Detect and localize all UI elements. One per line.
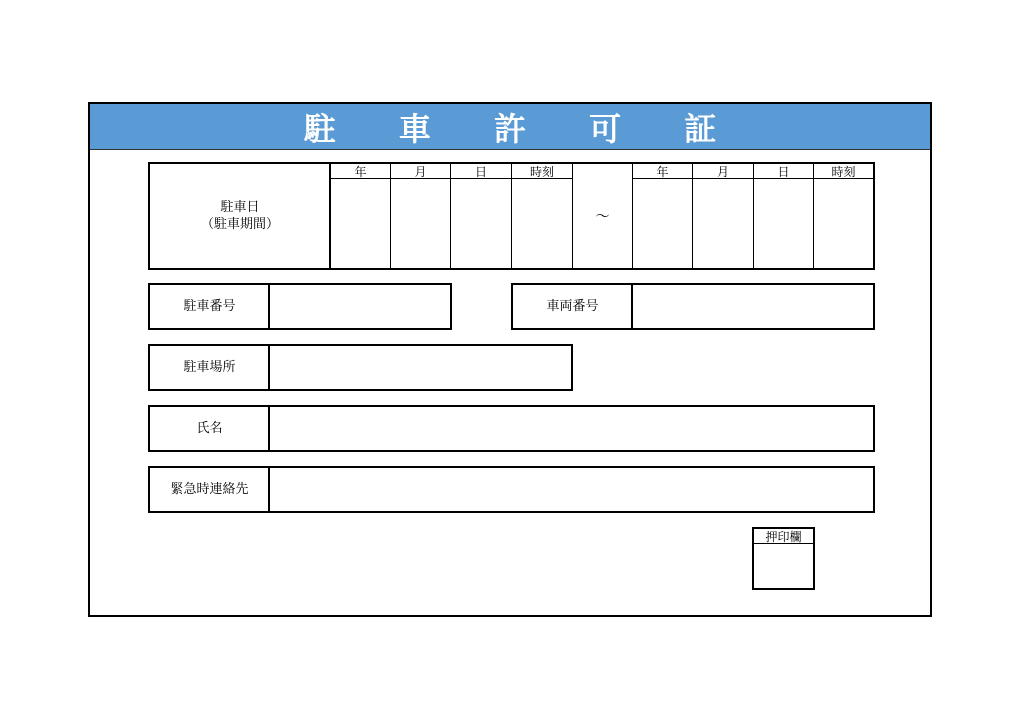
end-year-header: 年 bbox=[656, 164, 669, 179]
end-day-header: 日 bbox=[777, 164, 790, 179]
end-month-field[interactable] bbox=[693, 179, 753, 268]
start-year-field[interactable] bbox=[331, 179, 390, 268]
start-time-field[interactable] bbox=[512, 179, 572, 268]
parking-number-divider bbox=[268, 285, 270, 328]
vehicle-number-divider bbox=[631, 285, 633, 328]
start-day-header: 日 bbox=[474, 164, 487, 179]
period-separator: ～ bbox=[595, 209, 610, 225]
start-time-header: 時刻 bbox=[529, 164, 554, 179]
end-day-field[interactable] bbox=[754, 179, 813, 268]
start-year-header: 年 bbox=[354, 164, 367, 179]
parking-location-field[interactable] bbox=[271, 346, 571, 389]
start-day-field[interactable] bbox=[451, 179, 511, 268]
stamp-label: 押印欄 bbox=[765, 529, 802, 544]
name-label: 氏名 bbox=[196, 421, 223, 436]
start-month-header: 月 bbox=[414, 164, 427, 179]
period-label-line1: 駐車日 bbox=[220, 200, 260, 215]
start-month-field[interactable] bbox=[391, 179, 450, 268]
parking-number-field[interactable] bbox=[271, 285, 450, 328]
stamp-area[interactable] bbox=[754, 544, 813, 588]
end-month-header: 月 bbox=[716, 164, 729, 179]
title-bar bbox=[90, 104, 930, 150]
end-time-field[interactable] bbox=[814, 179, 873, 268]
parking-location-label: 駐車場所 bbox=[183, 360, 236, 375]
end-year-field[interactable] bbox=[633, 179, 692, 268]
emergency-contact-divider bbox=[268, 468, 270, 511]
period-label-line2: （駐車期間） bbox=[200, 217, 279, 232]
vehicle-number-label: 車両番号 bbox=[546, 299, 599, 314]
parking-number-label: 駐車番号 bbox=[183, 299, 236, 314]
name-divider bbox=[268, 407, 270, 450]
period-label bbox=[150, 164, 330, 268]
vehicle-number-field[interactable] bbox=[634, 285, 873, 328]
permit-title: 駐 車 許 可 証 bbox=[303, 109, 743, 148]
emergency-contact-label: 緊急時連絡先 bbox=[170, 482, 249, 497]
end-time-header: 時刻 bbox=[831, 164, 856, 179]
name-field[interactable] bbox=[271, 407, 873, 450]
parking-location-divider bbox=[268, 346, 270, 389]
emergency-contact-field[interactable] bbox=[271, 468, 873, 511]
